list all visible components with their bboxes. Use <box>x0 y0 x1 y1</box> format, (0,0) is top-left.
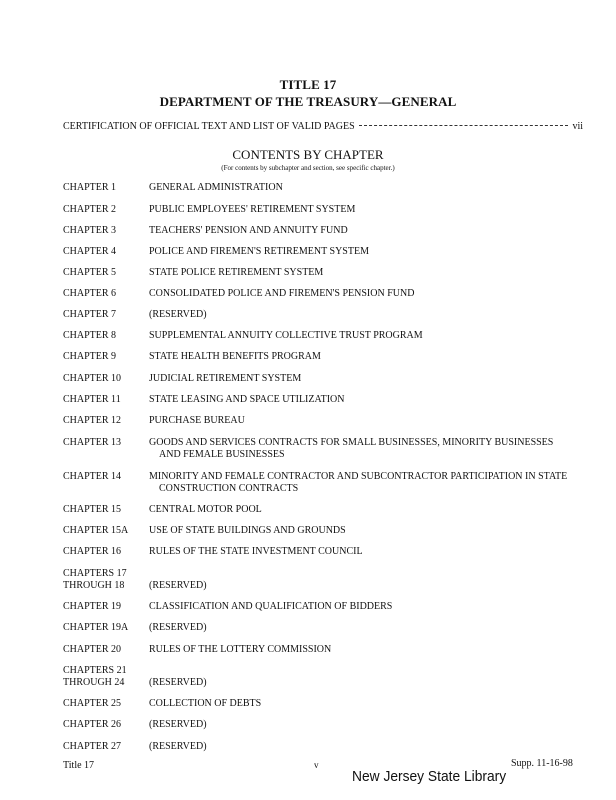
chapter-title: PUBLIC EMPLOYEES' RETIREMENT SYSTEM <box>149 204 356 215</box>
chapter-number: CHAPTER 27 <box>63 741 122 752</box>
chapter-title: (RESERVED) <box>149 580 207 591</box>
chapter-number: CHAPTER 3 <box>63 225 117 236</box>
chapter-number: CHAPTER 19A <box>63 622 129 633</box>
chapter-title: MINORITY AND FEMALE CONTRACTOR AND SUBCONTRACTOR PARTICIPATION IN STATE CONSTRUCTION CONTRACTS <box>149 471 568 494</box>
chapter-title: (RESERVED) <box>149 677 207 688</box>
chapter-title: GENERAL ADMINISTRATION <box>149 182 283 193</box>
chapter-number: CHAPTER 13 <box>63 437 122 448</box>
chapter-number: CHAPTER 5 <box>63 267 117 278</box>
chapter-title: COLLECTION OF DEBTS <box>149 698 262 709</box>
chapter-title: RULES OF THE STATE INVESTMENT COUNCIL <box>149 546 363 557</box>
supplement-date: Supp. 11-16-98 <box>511 758 573 769</box>
chapter-number: CHAPTER 11 <box>63 394 121 405</box>
chapter-number: CHAPTER 7 <box>63 309 117 320</box>
chapter-number: CHAPTER 15 <box>63 504 122 515</box>
footer-title: Title 17 <box>63 760 95 771</box>
title-number: TITLE 17 <box>279 77 337 92</box>
chapter-title: SUPPLEMENTAL ANNUITY COLLECTIVE TRUST PROGRAM <box>149 330 423 341</box>
chapter-title: USE OF STATE BUILDINGS AND GROUNDS <box>149 525 346 536</box>
chapter-title: (RESERVED) <box>149 622 207 633</box>
chapter-number: CHAPTERS 21 THROUGH 24 <box>63 665 127 688</box>
chapter-number: CHAPTER 1 <box>63 182 117 193</box>
contents-heading: CONTENTS BY CHAPTER <box>232 147 384 162</box>
chapter-title: STATE LEASING AND SPACE UTILIZATION <box>149 394 345 405</box>
chapter-title: STATE HEALTH BENEFITS PROGRAM <box>149 351 321 362</box>
chapter-title: GOODS AND SERVICES CONTRACTS FOR SMALL BUSINESSES, MINORITY BUSINESSES AND FEMALE BUSINESSES <box>149 437 554 460</box>
chapter-title: RULES OF THE LOTTERY COMMISSION <box>149 644 332 655</box>
chapter-number: CHAPTER 14 <box>63 471 122 482</box>
certification-label: CERTIFICATION OF OFFICIAL TEXT AND LIST OF VALID PAGES <box>63 121 355 132</box>
chapter-title: JUDICIAL RETIREMENT SYSTEM <box>149 373 302 384</box>
chapter-title: POLICE AND FIREMEN'S RETIREMENT SYSTEM <box>149 246 369 257</box>
chapter-number: CHAPTER 12 <box>63 415 122 426</box>
chapter-title: TEACHERS' PENSION AND ANNUITY FUND <box>149 225 348 236</box>
chapter-number: CHAPTER 26 <box>63 719 122 730</box>
chapter-title: CLASSIFICATION AND QUALIFICATION OF BIDDERS <box>149 601 393 612</box>
chapter-title: (RESERVED) <box>149 719 207 730</box>
contents-note: (For contents by subchapter and section, see specific chapter.) <box>221 164 395 172</box>
chapter-title: PURCHASE BUREAU <box>149 415 245 426</box>
chapter-number: CHAPTER 19 <box>63 601 122 612</box>
chapter-title: CENTRAL MOTOR POOL <box>149 504 262 515</box>
chapter-title: (RESERVED) <box>149 741 207 752</box>
chapter-title: STATE POLICE RETIREMENT SYSTEM <box>149 267 324 278</box>
dot-leader <box>359 125 569 126</box>
library-stamp: New Jersey State Library <box>352 768 507 785</box>
chapter-number: CHAPTER 15A <box>63 525 129 536</box>
chapter-number: CHAPTER 9 <box>63 351 117 362</box>
chapter-number: CHAPTER 16 <box>63 546 122 557</box>
certification-page: vii <box>572 121 583 132</box>
page-number: v <box>314 760 319 770</box>
title-name: DEPARTMENT OF THE TREASURY—GENERAL <box>159 94 457 109</box>
chapter-number: CHAPTERS 17 THROUGH 18 <box>63 568 127 591</box>
chapter-number: CHAPTER 20 <box>63 644 122 655</box>
chapter-number: CHAPTER 6 <box>63 288 117 299</box>
chapter-number: CHAPTER 2 <box>63 204 117 215</box>
chapter-title: (RESERVED) <box>149 309 207 320</box>
certification-line[interactable] <box>63 121 583 132</box>
chapter-title: CONSOLIDATED POLICE AND FIREMEN'S PENSION FUND <box>149 288 415 299</box>
chapter-number: CHAPTER 4 <box>63 246 117 257</box>
chapter-number: CHAPTER 8 <box>63 330 117 341</box>
chapter-number: CHAPTER 10 <box>63 373 122 384</box>
chapter-number: CHAPTER 25 <box>63 698 122 709</box>
